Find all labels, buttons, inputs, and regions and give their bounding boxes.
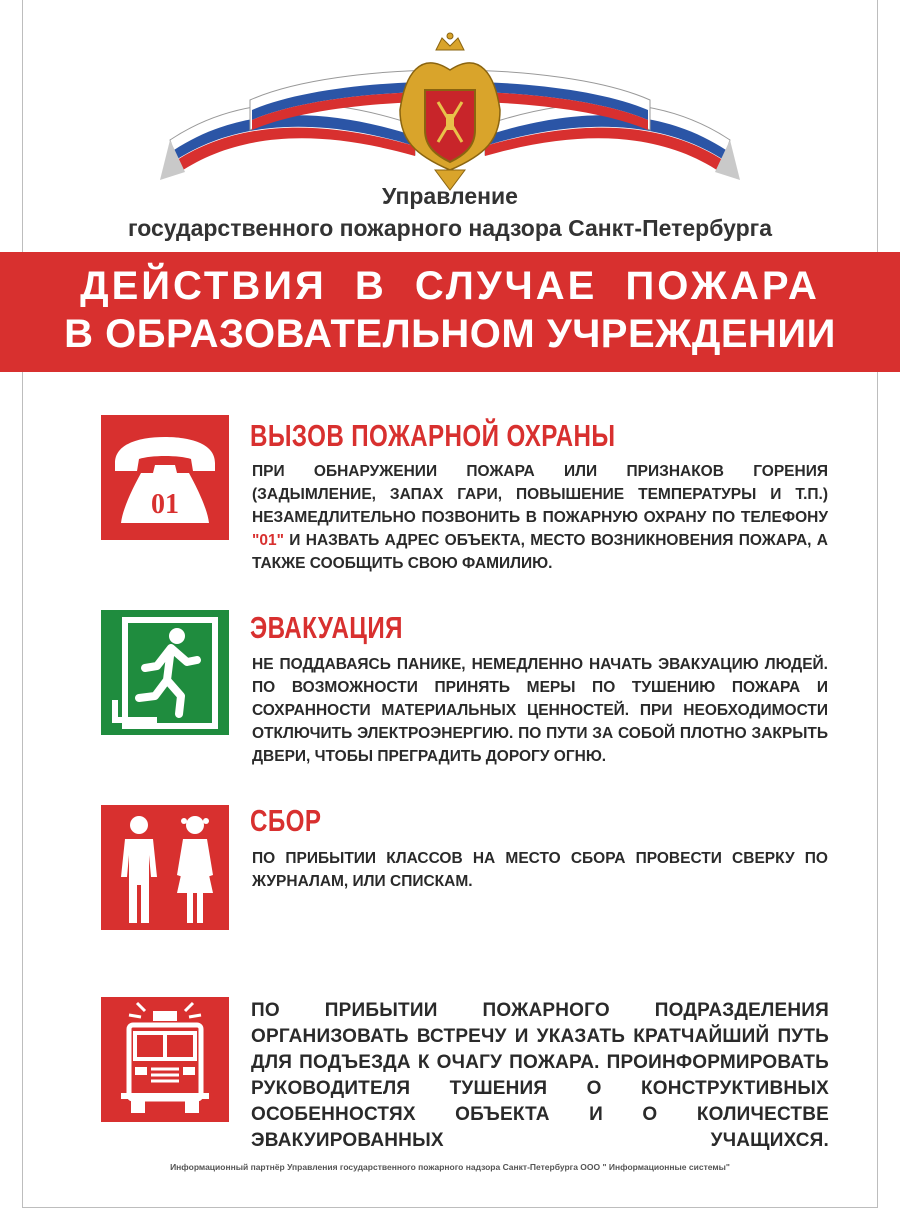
department-line-1: Управление	[382, 183, 518, 209]
section-text-assembly: ПО ПРИБЫТИИ КЛАССОВ НА МЕСТО СБОРА ПРОВЕСТИ СВЕРКУ ПО ЖУРНАЛАМ, ИЛИ СПИСКАМ.	[252, 850, 828, 890]
section-title-assembly: СБОР	[250, 803, 322, 838]
fire-number-highlight: "01"	[252, 532, 284, 549]
emergency-exit-icon	[101, 610, 229, 735]
section-text-fire-brigade-arrival: ПО ПРИБЫТИИ ПОЖАРНОГО ПОДРАЗДЕЛЕНИЯ ОРГАНИЗОВАТЬ ВСТРЕЧУ И УКАЗАТЬ КРАТЧАЙШИЙ ПУТЬ ДЛЯ ПОДЪЕЗДА К ОЧАГУ ПОЖАРА. ПРОИНФОРМИРОВАТЬ РУКОВОДИТЕЛЯ ТУШЕНИЯ О КОНСТРУКТИВНЫХ ОСОБЕННОСТЯХ ОБЪЕКТА И О КОЛИЧЕСТВЕ ЭВАКУИРОВАННЫХ УЧАЩИХСЯ.	[251, 1000, 829, 1151]
fire-truck-icon	[101, 997, 229, 1122]
coat-of-arms-ribbon-emblem	[160, 30, 740, 195]
banner-title-line-1: ДЕЙСТВИЯ В СЛУЧАЕ ПОЖАРА	[80, 264, 820, 308]
section-title-fire-call: ВЫЗОВ ПОЖАРНОЙ ОХРАНЫ	[250, 418, 616, 453]
telephone-icon	[101, 415, 229, 540]
department-line-2: государственного пожарного надзора Санкт-Петербурга	[127, 215, 773, 241]
section-title-evacuation: ЭВАКУАЦИЯ	[250, 610, 403, 645]
footer-partner-note: Информационный партнёр Управления государственного пожарного надзора Санкт-Петербурга ООО " Информационные системы"	[170, 1162, 730, 1172]
section-text-fire-call	[252, 460, 828, 575]
people-assembly-icon	[101, 805, 229, 930]
section-text-evacuation: НЕ ПОДДАВАЯСЬ ПАНИКЕ, НЕМЕДЛЕННО НАЧАТЬ ЭВАКУАЦИЮ ЛЮДЕЙ. ПО ВОЗМОЖНОСТИ ПРИНЯТЬ МЕРЫ ПО ТУШЕНИЮ ПОЖАРА И СОХРАННОСТИ МАТЕРИАЛЬНЫХ ЦЕННОСТЕЙ. ПРИ НЕОБХОДИМОСТИ ОТКЛЮЧИТЬ ЭЛЕКТРОЭНЕРГИЮ. ПО ПУТИ ЗА СОБОЙ ПЛОТНО ЗАКРЫТЬ ДВЕРИ, ЧТОБЫ ПРЕГРАДИТЬ ДОРОГУ ОГНЮ.	[252, 656, 828, 765]
banner-title-line-2: В ОБРАЗОВАТЕЛЬНОМ УЧРЕЖДЕНИИ	[64, 312, 836, 356]
fire-call-text-part-1: ПРИ ОБНАРУЖЕНИИ ПОЖАРА ИЛИ ПРИЗНАКОВ ГОРЕНИЯ (ЗАДЫМЛЕНИЕ, ЗАПАХ ГАРИ, ПОВЫШЕНИЕ ТЕМПЕРАТУРЫ И Т.П.) НЕЗАМЕДЛИТЕЛЬНО ПОЗВОНИТЬ В ПОЖАРНУЮ ОХРАНУ ПО ТЕЛЕФОНУ	[252, 463, 828, 526]
fire-call-text-part-2: И НАЗВАТЬ АДРЕС ОБЪЕКТА, МЕСТО ВОЗНИКНОВЕНИЯ ПОЖАРА, А ТАКЖЕ СООБЩИТЬ СВОЮ ФАМИЛИЮ.	[252, 532, 828, 572]
phone-number-label: 01	[151, 489, 179, 520]
